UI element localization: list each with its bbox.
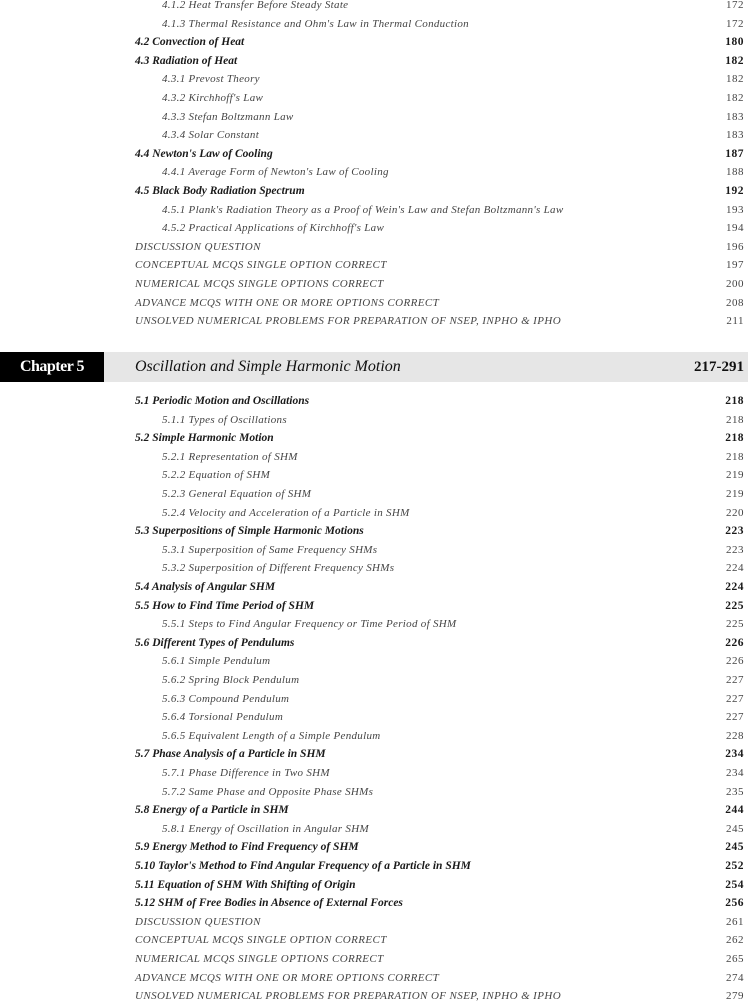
toc-entry	[0, 448, 748, 466]
toc-entry	[0, 429, 748, 447]
toc-entry-title: 5.1 Periodic Motion and Oscillations	[135, 395, 310, 407]
toc-entry	[0, 541, 748, 559]
toc-entry-title: 4.5 Black Body Radiation Spectrum	[135, 185, 305, 197]
toc-entry-page: 183	[726, 129, 744, 142]
toc-entry-title: NUMERICAL MCQS SINGLE OPTIONS CORRECT	[135, 953, 384, 965]
toc-entry	[0, 578, 748, 596]
toc-entry	[0, 163, 748, 181]
toc-entry-title: DISCUSSION QUESTION	[135, 915, 261, 928]
toc-entry-title: 5.7 Phase Analysis of a Particle in SHM	[135, 748, 326, 761]
toc-entry-title: 5.6.3 Compound Pendulum	[162, 692, 290, 705]
toc-entry	[0, 615, 748, 633]
toc-entry-title: 4.2 Convection of Heat	[135, 36, 245, 49]
toc-entry	[0, 256, 748, 274]
toc-entry-page: 235	[726, 785, 744, 798]
toc-entry-page: 279	[726, 990, 744, 1003]
toc-entry	[0, 857, 748, 875]
toc-entry-title: 5.7.2 Same Phase and Opposite Phase SHMs	[162, 785, 374, 798]
toc-entry	[0, 15, 748, 33]
toc-entry	[0, 89, 748, 107]
toc-entry-page: 188	[726, 166, 744, 179]
toc-entry-page: 262	[726, 934, 744, 947]
toc-entry-page: 234	[725, 748, 744, 761]
toc-entry-title: 5.10 Taylor's Method to Find Angular Frequency of a Particle in SHM	[135, 860, 471, 872]
toc-entry-page: 228	[726, 729, 744, 742]
toc-entry	[0, 969, 748, 987]
toc-entry	[0, 838, 748, 856]
toc-entry-page: 172	[726, 0, 744, 11]
toc-entry-title: 4.5.2 Practical Applications of Kirchhoff's Law	[162, 222, 385, 235]
toc-entry-title: 4.3.3 Stefan Boltzmann Law	[162, 110, 294, 123]
toc-entry	[0, 931, 748, 949]
toc-entry-title: ADVANCE MCQS WITH ONE OR MORE OPTIONS CORRECT	[135, 971, 440, 984]
toc-entry-page: 180	[725, 36, 744, 49]
toc-entry-title: 5.2.3 General Equation of SHM	[162, 488, 312, 500]
toc-entry	[0, 52, 748, 70]
toc-entry-page: 194	[726, 222, 744, 235]
toc-entry	[0, 0, 748, 14]
toc-entry-title: 5.5.1 Steps to Find Angular Frequency or Time Period of SHM	[162, 618, 457, 631]
toc-entry	[0, 987, 748, 1005]
toc-entry	[0, 504, 748, 522]
toc-entry-page: 182	[725, 54, 744, 67]
toc-entry-title: DISCUSSION QUESTION	[135, 240, 261, 253]
toc-entry	[0, 145, 748, 163]
toc-entry	[0, 894, 748, 912]
toc-entry-page: 192	[725, 185, 744, 197]
toc-entry-title: UNSOLVED NUMERICAL PROBLEMS FOR PREPARATION OF NSEP, INPHO & IPHO	[135, 990, 562, 1003]
toc-entry-title: 5.11 Equation of SHM With Shifting of Origin	[135, 878, 356, 891]
toc-entry-page: 200	[726, 278, 744, 290]
toc-entry	[0, 950, 748, 968]
toc-entry-page: 182	[726, 92, 744, 104]
chapter-label: Chapter 5	[0, 352, 104, 382]
toc-entry-page: 196	[726, 240, 744, 253]
toc-entry-page: 182	[726, 73, 744, 86]
toc-entry-page: 252	[725, 860, 744, 872]
toc-entry-page: 219	[726, 488, 744, 500]
toc-entry	[0, 708, 748, 726]
toc-entry	[0, 913, 748, 931]
toc-entry-title: 4.3.1 Prevost Theory	[162, 73, 260, 86]
toc-entry-title: 4.4.1 Average Form of Newton's Law of Cooling	[162, 166, 389, 179]
toc-entry-page: 208	[726, 296, 744, 309]
toc-entry-page: 218	[726, 413, 744, 426]
toc-entry-page: 187	[725, 147, 744, 160]
toc-entry	[0, 485, 748, 503]
toc-entry-page: 218	[725, 395, 744, 407]
toc-entry-title: UNSOLVED NUMERICAL PROBLEMS FOR PREPARATION OF NSEP, INPHO & IPHO	[135, 315, 562, 328]
toc-entry-page: 245	[725, 841, 744, 854]
toc-entry	[0, 312, 748, 330]
toc-entry	[0, 559, 748, 577]
toc-entry-title: 5.1.1 Types of Oscillations	[162, 413, 287, 426]
toc-entry-page: 218	[726, 450, 744, 463]
toc-entry	[0, 727, 748, 745]
toc-entry-page: 197	[726, 259, 744, 272]
toc-entry-page: 244	[725, 804, 744, 817]
toc-entry	[0, 671, 748, 689]
toc-entry-title: 5.8.1 Energy of Oscillation in Angular SHM	[162, 822, 369, 835]
toc-entry-title: 5.12 SHM of Free Bodies in Absence of External Forces	[135, 897, 403, 910]
toc-entry-page: 226	[725, 636, 744, 649]
toc-entry-title: 5.3.1 Superposition of Same Frequency SHMs	[162, 543, 378, 556]
toc-entry-title: 5.6.1 Simple Pendulum	[162, 655, 271, 668]
toc-entry	[0, 597, 748, 615]
toc-entry-page: 193	[726, 203, 744, 216]
toc-entry-title: 4.1.2 Heat Transfer Before Steady State	[162, 0, 349, 11]
toc-entry-title: 5.6.5 Equivalent Length of a Simple Pendulum	[162, 729, 381, 742]
toc-entry-title: 4.3 Radiation of Heat	[135, 54, 238, 67]
toc-entry-page: 261	[726, 915, 744, 928]
toc-entry-page: 256	[725, 897, 744, 910]
toc-entry-title: 5.4 Analysis of Angular SHM	[135, 581, 276, 593]
toc-entry-title: CONCEPTUAL MCQS SINGLE OPTION CORRECT	[135, 934, 387, 947]
toc-entry	[0, 294, 748, 312]
toc-entry-page: 274	[726, 971, 744, 984]
toc-entry-page: 234	[726, 767, 744, 779]
toc-entry-page: 265	[726, 953, 744, 965]
toc-entry-title: 4.1.3 Thermal Resistance and Ohm's Law in Thermal Conduction	[162, 17, 469, 30]
toc-entry-title: 5.6 Different Types of Pendulums	[135, 636, 295, 649]
toc-entry-page: 226	[726, 655, 744, 668]
toc-entry-page: 225	[725, 599, 744, 612]
toc-entry	[0, 238, 748, 256]
chapter-header	[0, 352, 748, 382]
toc-entry-title: 5.8 Energy of a Particle in SHM	[135, 804, 289, 817]
toc-entry-page: 227	[726, 692, 744, 705]
toc-entry	[0, 820, 748, 838]
toc-entry	[0, 70, 748, 88]
toc-entry-title: 5.5 How to Find Time Period of SHM	[135, 599, 315, 612]
toc-entry	[0, 764, 748, 782]
toc-entry-page: 172	[726, 17, 744, 30]
toc-entry	[0, 801, 748, 819]
toc-entry	[0, 783, 748, 801]
toc-entry-page: 224	[725, 581, 744, 593]
toc-entry-title: 4.3.4 Solar Constant	[162, 129, 260, 142]
toc-entry	[0, 466, 748, 484]
toc-entry-title: ADVANCE MCQS WITH ONE OR MORE OPTIONS CORRECT	[135, 296, 440, 309]
toc-entry-title: 4.4 Newton's Law of Cooling	[135, 147, 273, 160]
toc-entry-page: 224	[726, 562, 744, 575]
toc-entry	[0, 275, 748, 293]
toc-entry-page: 225	[726, 618, 744, 631]
toc-entry-page: 223	[725, 525, 744, 538]
toc-entry	[0, 126, 748, 144]
toc-entry-title: 5.2.4 Velocity and Acceleration of a Particle in SHM	[162, 506, 410, 519]
chapter-page-range: 217-291	[694, 359, 744, 375]
toc-entry	[0, 690, 748, 708]
toc-entry-title: 4.5.1 Plank's Radiation Theory as a Proof of Wein's Law and Stefan Boltzmann's Law	[162, 203, 564, 216]
chapter-title: Oscillation and Simple Harmonic Motion	[135, 358, 401, 375]
toc-entry	[0, 182, 748, 200]
toc-entry-title: 5.9 Energy Method to Find Frequency of SHM	[135, 841, 359, 854]
toc-entry-title: 5.3 Superpositions of Simple Harmonic Motions	[135, 525, 364, 538]
toc-entry	[0, 33, 748, 51]
toc-entry	[0, 411, 748, 429]
toc-entry-title: 5.7.1 Phase Difference in Two SHM	[162, 767, 330, 779]
toc-entry-page: 211	[726, 315, 744, 328]
toc-entry-page: 227	[726, 674, 744, 686]
toc-entry-page: 218	[725, 432, 744, 445]
toc-entry-page: 245	[726, 822, 744, 835]
toc-entry-title: 5.2.2 Equation of SHM	[162, 469, 271, 482]
toc-entry-page: 183	[726, 110, 744, 123]
toc-entry-title: 5.2 Simple Harmonic Motion	[135, 432, 274, 445]
toc-entry-page: 254	[725, 878, 744, 891]
toc-entry	[0, 201, 748, 219]
toc-entry	[0, 876, 748, 894]
toc-entry	[0, 219, 748, 237]
toc-entry-page: 223	[726, 543, 744, 556]
toc-entry-page: 220	[726, 506, 744, 519]
toc-entry-title: CONCEPTUAL MCQS SINGLE OPTION CORRECT	[135, 259, 387, 272]
toc-entry-page: 219	[726, 469, 744, 482]
toc-entry-title: 5.6.4 Torsional Pendulum	[162, 711, 284, 724]
toc-entry	[0, 108, 748, 126]
toc-entry-title: 4.3.2 Kirchhoff's Law	[162, 92, 264, 104]
toc-entry	[0, 652, 748, 670]
toc-entry	[0, 745, 748, 763]
toc-entry-title: 5.3.2 Superposition of Different Frequency SHMs	[162, 562, 395, 575]
toc-entry-title: 5.6.2 Spring Block Pendulum	[162, 674, 300, 686]
toc-entry-title: 5.2.1 Representation of SHM	[162, 450, 298, 463]
toc-entry-page: 227	[726, 711, 744, 724]
toc-entry-title: NUMERICAL MCQS SINGLE OPTIONS CORRECT	[135, 278, 384, 290]
toc-entry	[0, 522, 748, 540]
toc-entry	[0, 634, 748, 652]
toc-entry	[0, 392, 748, 410]
